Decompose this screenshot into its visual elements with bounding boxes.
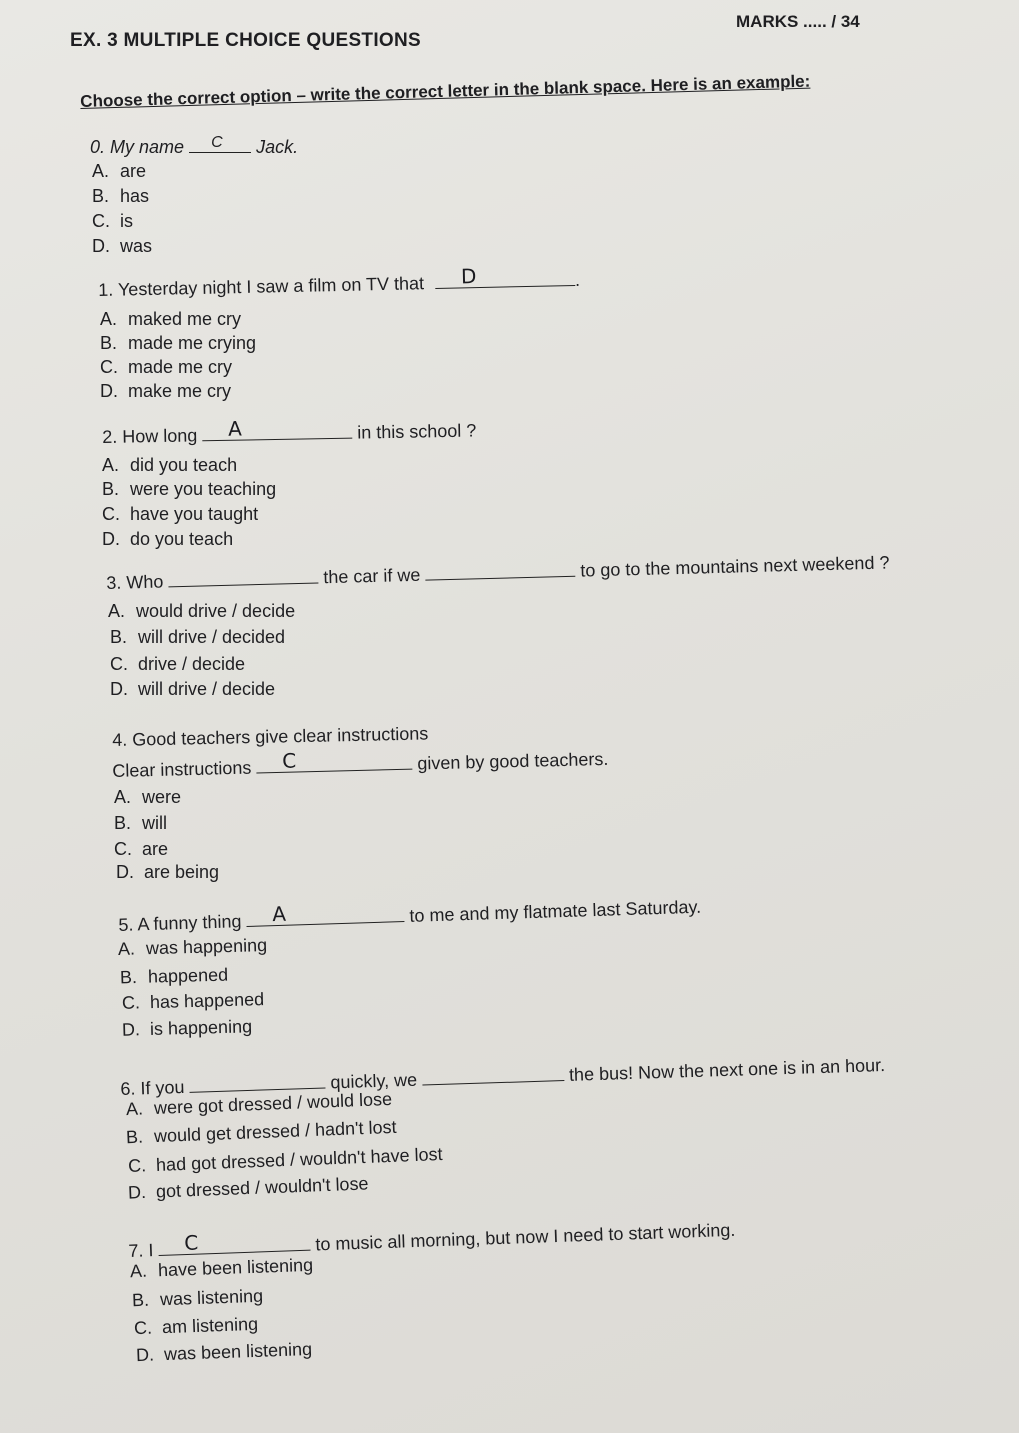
- example-answer: C: [211, 134, 223, 151]
- question-4: Clear instructions C given by good teachers.: [112, 748, 609, 781]
- question-3-option-d[interactable]: D. will drive / decide: [110, 679, 276, 699]
- question-1-option-c[interactable]: C. made me cry: [100, 357, 233, 377]
- example-text-before: 0. My name: [90, 137, 185, 157]
- question-2-option-b[interactable]: B. were you teaching: [102, 479, 277, 499]
- question-5-option-a[interactable]: A. was happening: [117, 935, 268, 959]
- question-1-option-a[interactable]: A. maked me cry: [100, 309, 242, 329]
- question-2-answer: A: [227, 416, 243, 441]
- question-1-answer: D: [460, 264, 477, 289]
- example-option-c[interactable]: C. is: [92, 211, 133, 231]
- question-7-option-b[interactable]: B. was listening: [131, 1285, 264, 1311]
- question-5-option-d[interactable]: D. is happening: [121, 1016, 253, 1040]
- question-1-option-d[interactable]: D. make me cry: [100, 381, 232, 401]
- question-7-option-d[interactable]: D. was been listening: [135, 1338, 313, 1366]
- question-5-blank[interactable]: [246, 903, 405, 927]
- question-4-option-b[interactable]: B. will: [114, 813, 167, 833]
- question-1: 1. Yesterday night I saw a film on TV that D .: [98, 264, 581, 300]
- question-5-option-c[interactable]: C. has happened: [121, 989, 265, 1013]
- marks-field: MARKS ..... / 34: [736, 12, 860, 31]
- example-question: [90, 134, 298, 158]
- question-6: 6. If you quickly, we the bus! Now the next one is in an hour.: [120, 1054, 886, 1099]
- question-7-option-a[interactable]: A. have been listening: [129, 1254, 314, 1282]
- question-2-option-c[interactable]: C. have you taught: [102, 504, 259, 524]
- question-6-option-a[interactable]: A. were got dressed / would lose: [125, 1088, 393, 1120]
- question-1-option-b[interactable]: B. made me crying: [100, 333, 257, 353]
- question-7-blank[interactable]: [158, 1232, 311, 1256]
- example-blank[interactable]: [189, 134, 251, 153]
- question-4-blank[interactable]: [256, 748, 412, 774]
- question-1-blank[interactable]: [435, 264, 575, 289]
- example-text-after: Jack.: [256, 137, 299, 157]
- example-option-a[interactable]: A. are: [92, 161, 147, 181]
- question-3-option-c[interactable]: C. drive / decide: [110, 654, 246, 674]
- question-5-option-b[interactable]: B. happened: [119, 964, 229, 988]
- question-6-blank-2[interactable]: [422, 1062, 565, 1085]
- question-4-option-c[interactable]: C. are: [114, 839, 169, 859]
- example-option-b[interactable]: B. has: [92, 186, 150, 206]
- question-6-blank-1[interactable]: [189, 1070, 326, 1093]
- exercise-title: EX. 3 MULTIPLE CHOICE QUESTIONS: [70, 30, 421, 51]
- question-4-option-a[interactable]: A. were: [114, 787, 182, 807]
- question-3-option-a[interactable]: A. would drive / decide: [108, 601, 296, 621]
- question-7-answer: C: [183, 1230, 199, 1256]
- question-2-option-d[interactable]: D. do you teach: [102, 529, 234, 549]
- question-6-option-b[interactable]: B. would get dressed / hadn't lost: [125, 1116, 397, 1148]
- question-2-option-a[interactable]: A. did you teach: [102, 455, 238, 475]
- question-4-line-1: 4. Good teachers give clear instructions: [112, 723, 429, 750]
- question-5: 5. A funny thing A to me and my flatmate last Saturday.: [118, 896, 702, 935]
- question-5-answer: A: [271, 901, 287, 927]
- question-4-answer: C: [281, 748, 297, 773]
- question-3: 3. Who the car if we to go to the mountains next weekend ?: [106, 552, 890, 593]
- question-2: 2. How long A in this school ?: [102, 416, 477, 447]
- question-3-option-b[interactable]: B. will drive / decided: [110, 627, 286, 647]
- instructions-text: Choose the correct option – write the correct letter in the blank space. Here is an example:: [80, 71, 811, 111]
- question-4-option-d[interactable]: D. are being: [116, 862, 220, 882]
- example-option-d[interactable]: D. was: [92, 236, 153, 256]
- question-6-option-d[interactable]: D. got dressed / wouldn't lose: [127, 1173, 369, 1203]
- question-3-blank-1[interactable]: [168, 564, 318, 587]
- question-7-option-c[interactable]: C. am listening: [133, 1313, 259, 1339]
- question-2-blank[interactable]: [202, 416, 352, 442]
- question-7: 7. I C to music all morning, but now I need to start working.: [128, 1219, 736, 1261]
- question-6-option-c[interactable]: C. had got dressed / wouldn't have lost: [127, 1143, 443, 1177]
- question-3-blank-2[interactable]: [425, 558, 575, 581]
